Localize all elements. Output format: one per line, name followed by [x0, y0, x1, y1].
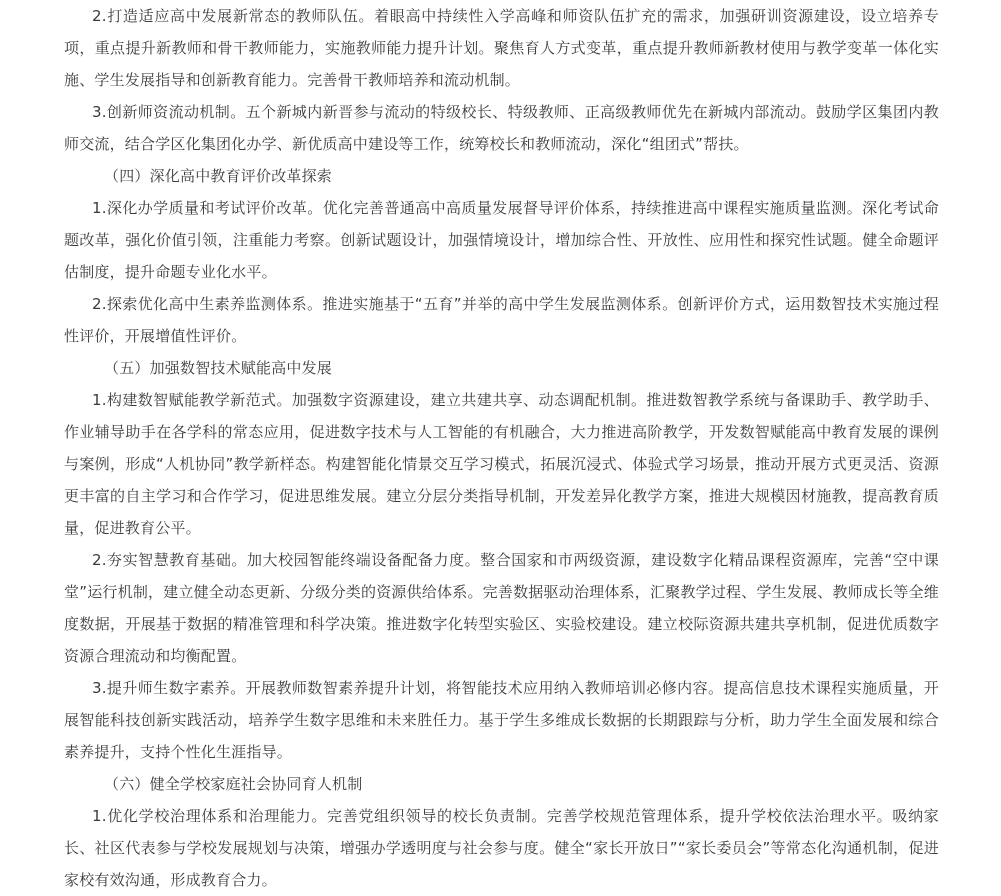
section-heading-evaluation: （四）深化高中教育评价改革探索 — [104, 167, 333, 185]
paragraph-digital-literacy: 3.提升师生数字素养。开展教师数智素养提升计划，将智能技术应用纳入教师培训必修内容。提高信息技术课程实施质量，开展智能科技创新实践活动，培养学生数字思维和未来胜任力。基于学生多维成长数据的长期跟踪与分析，助力学生全面发展和综合素养提升，支持个性化生涯指导。 — [64, 679, 939, 761]
paragraph-quality-exam: 1.深化办学质量和考试评价改革。优化完善普通高中高质量发展督导评价体系，持续推进高中课程实施质量监测。深化考试命题改革，强化价值引领，注重能力考察。创新试题设计，加强情境设计，增加综合性、开放性、应用性和探究性试题。健全命题评估制度，提升命题专业化水平。 — [64, 199, 939, 281]
paragraph-teacher-team: 2.打造适应高中发展新常态的教师队伍。着眼高中持续性入学高峰和师资队伍扩充的需求，加强研训资源建设，设立培养专项，重点提升新教师和骨干教师能力，实施教师能力提升计划。聚焦育人方式变革，重点提升教师新教材使用与教学变革一体化实施、学生发展指导和创新教育能力。完善骨干教师培养和流动机制。 — [64, 7, 939, 89]
paragraph-digital-teaching: 1.构建数智赋能教学新范式。加强数字资源建设，建立共建共享、动态调配机制。推进数智教学系统与备课助手、教学助手、作业辅导助手在各学科的常态应用，促进数字技术与人工智能的有机融合，大力推进高阶教学，开发数智赋能高中教育发展的课例与案例，形成“人机协同”教学新样态。构建智能化情景交互学习模式，拓展沉浸式、体验式学习场景，推动开展方式更灵活、资源更丰富的自主学习和合作学习，促进思维发展。建立分层分类指导机制，开发差异化教学方案，推进大规模因材施教，提高教育质量，促进教育公平。 — [64, 391, 939, 537]
paragraph-smart-education: 2.夯实智慧教育基础。加大校园智能终端设备配备力度。整合国家和市两级资源，建设数字化精品课程资源库，完善“空中课堂”运行机制，建立健全动态更新、分级分类的资源供给体系。完善数据驱动治理体系，汇聚教学过程、学生发展、教师成长等全维度数据，开展基于数据的精准管理和科学决策。推进数字化转型实验区、实验校建设。建立校际资源共建共享机制，促进优质数字资源合理流动和均衡配置。 — [64, 551, 939, 665]
section-heading-digital: （五）加强数智技术赋能高中发展 — [104, 359, 333, 377]
section-heading-coordination: （六）健全学校家庭社会协同育人机制 — [104, 775, 363, 793]
paragraph-teacher-flow: 3.创新师资流动机制。五个新城内新晋参与流动的特级校长、特级教师、正高级教师优先在新城内部流动。鼓励学区集团内教师交流，结合学区化集团化办学、新优质高中建设等工作，统筹校长和教师流动，深化“组团式”帮扶。 — [64, 103, 939, 153]
paragraph-literacy-monitoring: 2.探索优化高中生素养监测体系。推进实施基于“五育”并举的高中学生发展监测体系。创新评价方式，运用数智技术实施过程性评价，开展增值性评价。 — [64, 295, 939, 345]
paragraph-school-governance: 1.优化学校治理体系和治理能力。完善党组织领导的校长负责制。完善学校规范管理体系，提升学校依法治理水平。吸纳家长、社区代表参与学校发展规划与决策，增强办学透明度与社会参与度。健全“家长开放日”“家长委员会”等常态化沟通机制，促进家校有效沟通，形成教育合力。 — [64, 807, 939, 889]
